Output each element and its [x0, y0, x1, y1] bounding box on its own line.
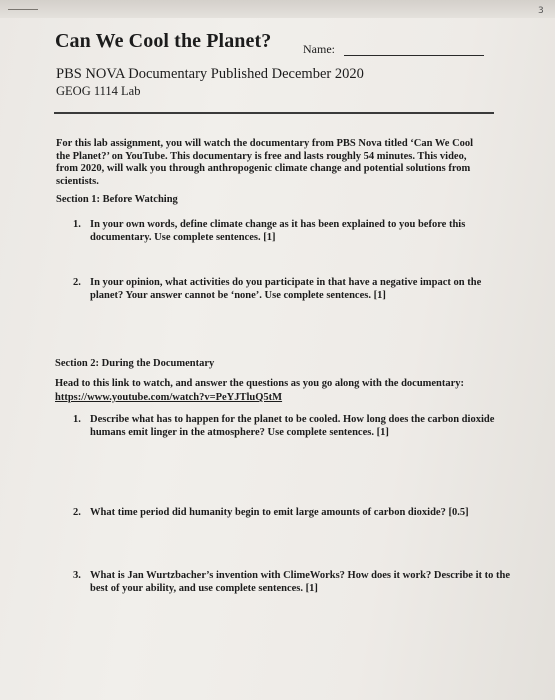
s2-q2-number: 2.	[73, 507, 81, 518]
document-subtitle: PBS NOVA Documentary Published December 2020	[56, 66, 364, 82]
documentary-link[interactable]: https://www.youtube.com/watch?v=PeYJTluQ5tM	[55, 392, 283, 403]
s2-q1-number: 1.	[73, 414, 81, 425]
s1-q2-number: 2.	[73, 277, 81, 288]
s1-q1-text: In your own words, define climate change as it has been explained to you before this documentary. Use complete sentences. [1]	[90, 219, 466, 243]
page-top-edge	[0, 0, 555, 18]
section-1-heading: Section 1: Before Watching	[56, 194, 178, 205]
section-2-instruction: Head to this link to watch, and answer the questions as you go along with the documentary:	[55, 378, 465, 389]
name-field-line[interactable]	[344, 55, 484, 56]
intro-paragraph: For this lab assignment, you will watch the documentary from PBS Nova titled ‘Can We Cool the Planet?’ on YouTube. This documentary is free and lasts roughly 54 minutes. This video, from 2020, will walk you through anthropogenic climate change and potential solutions from scientists.	[56, 138, 474, 187]
top-edge-mark	[8, 9, 38, 10]
page-title: Can We Cool the Planet?	[55, 30, 272, 52]
section-2-heading: Section 2: During the Documentary	[55, 358, 215, 369]
s2-q3-text: What is Jan Wurtzbacher’s invention with ClimeWorks? How does it work? Describe it to the best of your ability, and use complete sentences. [1]	[90, 570, 510, 594]
s1-q1-number: 1.	[73, 219, 81, 230]
s2-q1-text: Describe what has to happen for the planet to be cooled. How long does the carbon dioxide humans emit linger in the atmosphere? Use complete sentences. [1]	[90, 414, 495, 438]
s2-q3-number: 3.	[73, 570, 81, 581]
s1-q2-text: In your opinion, what activities do you participate in that have a negative impact on the planet? Your answer cannot be ‘none’. Use complete sentences. [1]	[90, 277, 482, 301]
name-label: Name:	[303, 42, 335, 56]
header-divider	[54, 112, 494, 114]
s2-q2-text: What time period did humanity begin to emit large amounts of carbon dioxide? [0.5]	[90, 507, 469, 518]
corner-mark: 3	[538, 6, 544, 16]
course-code: GEOG 1114 Lab	[56, 84, 141, 98]
